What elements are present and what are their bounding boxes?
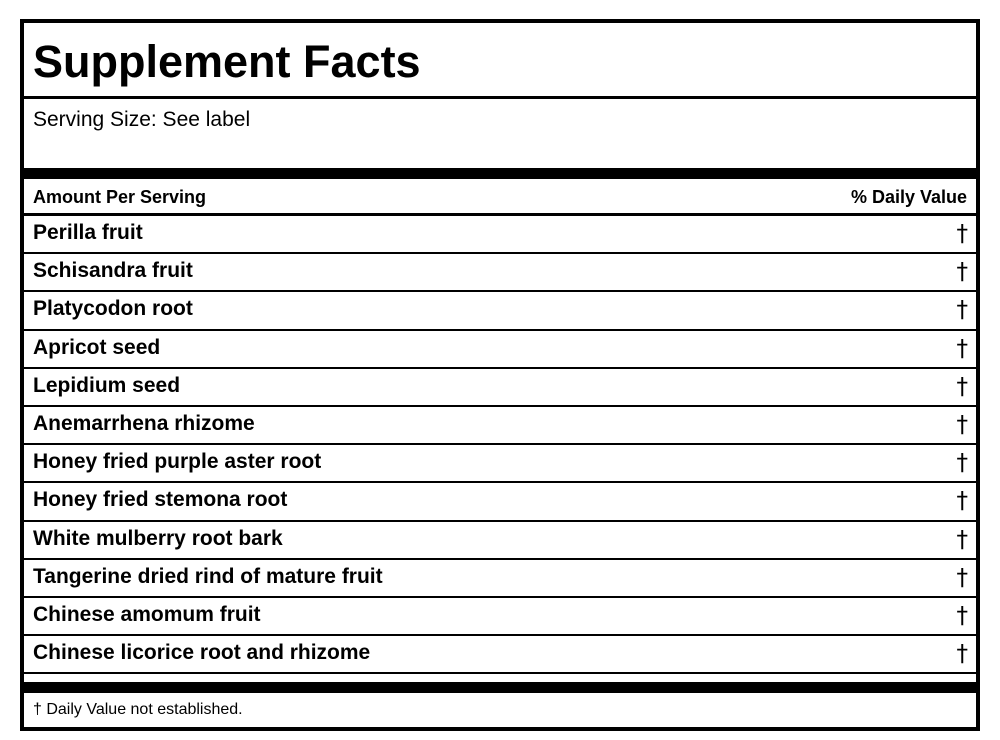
ingredient-row [24, 483, 976, 521]
ingredient-row [24, 331, 976, 369]
amount-per-serving-header: Amount Per Serving [33, 187, 207, 207]
thick-divider-bottom [24, 682, 976, 693]
dagger-daily-value: † [956, 641, 968, 668]
title-row [24, 23, 976, 99]
ingredient-list [24, 216, 976, 674]
ingredient-name: Anemarrhena rhizome [33, 411, 255, 435]
dagger-daily-value: † [956, 259, 968, 286]
dagger-daily-value: † [956, 297, 968, 324]
dagger-daily-value: † [956, 488, 968, 515]
ingredient-name: White mulberry root bark [33, 526, 283, 550]
footnote-row [24, 693, 976, 727]
column-header-row [24, 179, 976, 216]
ingredient-row [24, 254, 976, 292]
ingredient-name: Chinese licorice root and rhizome [33, 641, 371, 665]
dagger-daily-value: † [956, 564, 968, 591]
ingredient-row [24, 216, 976, 254]
ingredient-name: Apricot seed [33, 335, 161, 359]
ingredient-name: Platycodon root [33, 297, 193, 321]
panel-title: Supplement Facts [33, 36, 421, 87]
ingredient-name: Lepidium seed [33, 373, 181, 397]
ingredient-name: Honey fried stemona root [33, 488, 288, 512]
dagger-daily-value: † [956, 526, 968, 553]
ingredient-name: Tangerine dried rind of mature fruit [33, 564, 383, 588]
serving-row [24, 99, 976, 168]
footnote: † Daily Value not established. [33, 701, 243, 718]
serving-size: Serving Size: See label [33, 108, 251, 131]
ingredient-name: Chinese amomum fruit [33, 602, 261, 626]
dagger-daily-value: † [956, 602, 968, 629]
ingredient-row [24, 636, 976, 674]
ingredient-row [24, 560, 976, 598]
thick-divider-top [24, 168, 976, 179]
ingredient-name: Perilla fruit [33, 221, 143, 244]
dagger-daily-value: † [956, 450, 968, 477]
dagger-daily-value: † [956, 411, 968, 438]
ingredient-row [24, 445, 976, 483]
daily-value-header: % Daily Value [850, 187, 967, 207]
ingredient-row [24, 407, 976, 445]
ingredient-row [24, 369, 976, 407]
dagger-daily-value: † [956, 221, 968, 247]
dagger-daily-value: † [956, 373, 968, 400]
ingredient-name: Schisandra fruit [33, 259, 193, 283]
ingredient-name: Honey fried purple aster root [33, 450, 322, 474]
dagger-daily-value: † [956, 335, 968, 362]
ingredient-row [24, 522, 976, 560]
ingredient-row [24, 598, 976, 636]
supplement-facts-panel [20, 19, 980, 731]
ingredient-row [24, 292, 976, 330]
